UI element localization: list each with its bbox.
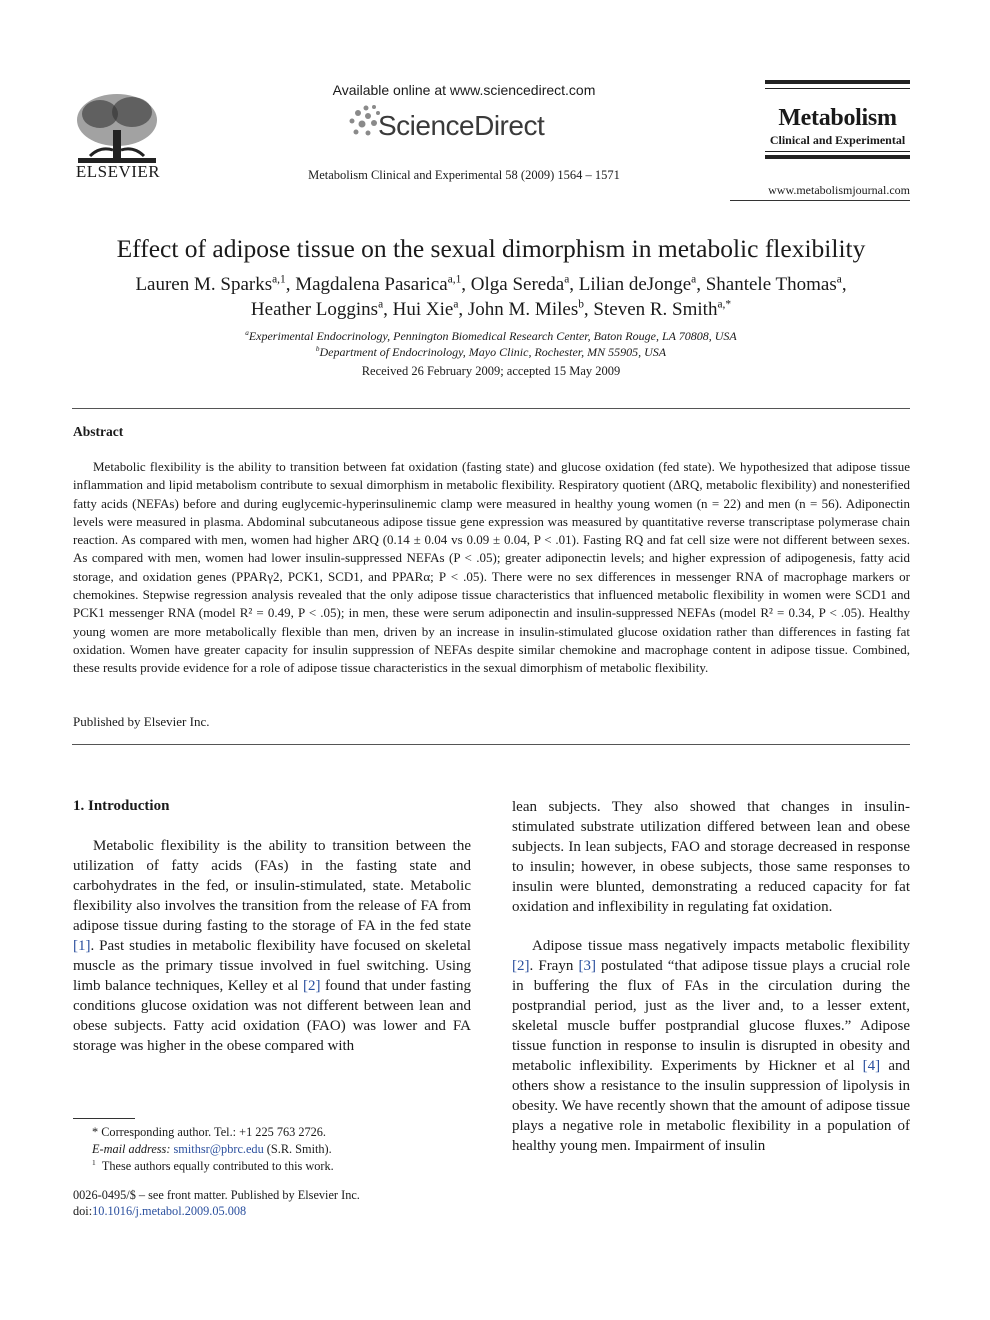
body-text: found that under fasting conditions glucose oxidation was not different between lean and obese subjects. Fatty acid oxidation (FAO) was lower and FA storage was higher in the obese compared with (73, 978, 471, 1054)
author-name: Steven R. Smith (593, 299, 718, 320)
journal-banner-rule (765, 88, 910, 89)
footnote-email (92, 1142, 332, 1157)
body-text: postulated “that adipose tissue plays a crucial role in buffering the flux of FAs in the circulation during the postprandial period, just as the liver and, to a lesser extent, skeletal muscle buffer postprandial glucose fluxes.” Adipose tissue function in response to insulin is disrupted in obesity and metabolic inflexibility. Experiments by Hickner et al (512, 958, 910, 1074)
intro-column-2-paragraph-1 (512, 797, 910, 917)
author (393, 299, 468, 320)
author-name: Lilian deJonge (578, 274, 692, 295)
journal-banner-rule (765, 151, 910, 152)
author-name: John M. Miles (467, 299, 579, 320)
journal-citation: Metabolism Clinical and Experimental 58 (2009) 1564 – 1571 (308, 168, 620, 182)
received-dates: Received 26 February 2009; accepted 15 May 2009 (361, 364, 621, 378)
footnote-equal-contribution (92, 1159, 334, 1174)
email-label: E-mail address: (92, 1142, 174, 1156)
journal-banner-rule (765, 155, 910, 159)
affiliation-text: Department of Endocrinology, Mayo Clinic, Rochester, MN 55905, USA (319, 345, 667, 359)
author (251, 299, 393, 320)
author-name: Lauren M. Sparks (135, 274, 273, 295)
author-name: Hui Xie (392, 299, 454, 320)
footnote-corresponding: * Corresponding author. Tel.: +1 225 763 2726. (92, 1125, 327, 1139)
abstract-body: Metabolic flexibility is the ability to transition between fat oxidation (fasting state) and glucose oxidation (fed state). We hypothesized that adipose tissue inflammation and lipid metabolism contribute to sexual dimorphism in metabolic flexibility. Respiratory quotient (ΔRQ, metabolic flexibility) and nonesterified fatty acids (NEFAs) before and during euglycemic-hyperinsulinemic clamp were measured in healthy young women (n = 22) and men (n = 56). Adiponectin levels were measured in plasma. Abdominal subcutaneous adipose tissue gene expression was measured by quantitative reverse transcriptase polymerase chain reaction. As compared with men, women had higher ΔRQ (0.14 ± 0.04 vs 0.09 ± 0.04, P < .01). Fasting RQ and fat cell size were not different between sexes. As compared with men, women had lower insulin-suppressed NEFAs (P < .05); greater adiponectin levels; and higher expression of adipogenesis, fatty acid storage, and oxidation genes (PPARγ2, PCK1, SCD1, and PPARα; P < .05). There were no sex differences in messenger RNA of macrophage markers or chemokines. Stepwise regression analysis revealed that the only adipose tissue characteristics that influenced metabolic flexibility in women were SCD1 and PCK1 messenger RNA (model R² = 0.49, P < .05); in men, these were serum adiponectin and insulin-suppressed NEFAs (model R² = 0.34, P < .05). Healthy young women are more metabolically flexible than men, driven by an increase in insulin-stimulated glucose oxidation rather than differences in fasting fat oxidation. Women have greater capacity for insulin suppression of NEFAs despite similar chemokine and macrophage content in adipose tissue. Combined, these results provide evidence for a role of adipose tissue characteristics in the sexual dimorphism of metabolic flexibility. (73, 459, 910, 676)
author-affiliation-mark: a,1 (272, 273, 286, 286)
footnote-text: These authors equally contributed to this work. (101, 1159, 334, 1173)
author-name: Heather Loggins (250, 299, 379, 320)
doi-link[interactable]: 10.1016/j.metabol.2009.05.008 (92, 1204, 247, 1218)
author-affiliation-mark: a (453, 298, 459, 311)
article-title: Effect of adipose tissue on the sexual dimorphism in metabolic flexibility (116, 234, 866, 263)
author-affiliation-mark: a (836, 273, 842, 286)
author-separator: , (841, 274, 847, 295)
author-separator: , (383, 299, 393, 320)
author (706, 274, 847, 295)
abstract-top-rule (72, 408, 910, 409)
journal-subtitle: Clinical and Experimental (769, 133, 906, 147)
citation-link[interactable]: [4] (862, 1058, 881, 1074)
journal-url[interactable]: www.metabolismjournal.com (768, 183, 910, 197)
abstract-bottom-rule (72, 744, 910, 745)
author (295, 274, 471, 295)
publisher-name: ELSEVIER (75, 162, 161, 181)
author-affiliation-mark: a (564, 273, 570, 286)
abstract-heading: Abstract (73, 424, 124, 439)
author-affiliation-mark: a,* (717, 298, 732, 311)
author-separator: , (583, 299, 594, 320)
journal-banner-rule (765, 80, 910, 84)
author-separator: , (458, 299, 468, 320)
body-text: and others show a resistance to the insulin suppression of lipolysis in obesity. We have recently shown that the amount of adipose tissue plays a negative role in metabolic flexibility in a population of healthy young men. Impairment of insulin (512, 1058, 910, 1154)
citation-link[interactable]: [2] (512, 958, 530, 974)
affiliation-mark: b (315, 345, 320, 353)
affiliation (72, 329, 910, 344)
header-divider (730, 200, 910, 201)
email-link[interactable]: smithsr@pbrc.edu (173, 1142, 264, 1156)
doi-label: doi: (73, 1204, 93, 1218)
sciencedirect-wordmark[interactable]: ScienceDirect (378, 110, 545, 141)
issn-line: 0026-0495/$ – see front matter. Published by Elsevier Inc. (73, 1188, 360, 1202)
author-separator: , (461, 274, 471, 295)
body-text: . Frayn (529, 958, 579, 974)
footnote-mark: 1 (92, 1157, 96, 1167)
doi-line (73, 1204, 246, 1219)
email-suffix: (S.R. Smith). (263, 1142, 332, 1156)
author-affiliation-mark: a (378, 298, 384, 311)
author (593, 299, 731, 320)
footnote-rule (73, 1118, 135, 1119)
author-separator: , (569, 274, 579, 295)
author-separator: , (285, 274, 296, 295)
author-list (72, 272, 910, 322)
citation-link[interactable]: [3] (578, 958, 596, 974)
author-affiliation-mark: a (691, 273, 697, 286)
author-name: Shantele Thomas (705, 274, 837, 295)
intro-column-2-paragraph-2 (512, 936, 910, 1156)
author-affiliation-mark: b (578, 298, 584, 311)
author-separator: , (696, 274, 706, 295)
author-name: Olga Sereda (470, 274, 565, 295)
intro-column-1 (73, 836, 471, 1056)
affiliation (72, 345, 910, 360)
body-text: Metabolic flexibility is the ability to transition between the utilization of fatty acids (FAs) in the fasting state and carbohydrates in the fed, or insulin-stimulated, state. Metabolic flexibility also involves the transition from the release of FA from adipose tissue during fasting to the storage of FA in the fed state (73, 838, 471, 934)
affiliation-mark: a (245, 329, 249, 337)
section-heading: 1. Introduction (73, 798, 170, 814)
journal-title: Metabolism (778, 105, 897, 131)
author (579, 274, 706, 295)
author (135, 274, 295, 295)
author (468, 299, 594, 320)
body-text: . Past studies in metabolic flexibility have focused on skeletal muscle as the primary tissue involved in fuel switching. Using limb balance techniques, Kelley et al (73, 938, 471, 994)
available-online[interactable]: Available online at www.sciencedirect.com (332, 82, 596, 98)
body-text: Adipose tissue mass negatively impacts metabolic flexibility (532, 938, 910, 954)
published-by: Published by Elsevier Inc. (73, 714, 210, 729)
author-name: Magdalena Pasarica (295, 274, 448, 295)
author-affiliation-mark: a,1 (447, 273, 462, 286)
citation-link[interactable]: [1] (73, 938, 91, 954)
body-text: lean subjects. They also showed that changes in insulin-stimulated substrate utilization differed between lean and obese subjects. In lean subjects, FAO and storage decreased in response to insulin; however, in obese subjects, those same responses to insulin were blunted, demonstrating a reduced capacity for fat oxidation and inflexibility in regulating fat oxidation. (512, 799, 910, 915)
author (471, 274, 579, 295)
affiliation-text: Experimental Endocrinology, Pennington Biomedical Research Center, Baton Rouge, LA 70808, USA (248, 329, 737, 343)
citation-link[interactable]: [2] (302, 978, 321, 994)
sciencedirect-dots-icon (348, 104, 382, 140)
